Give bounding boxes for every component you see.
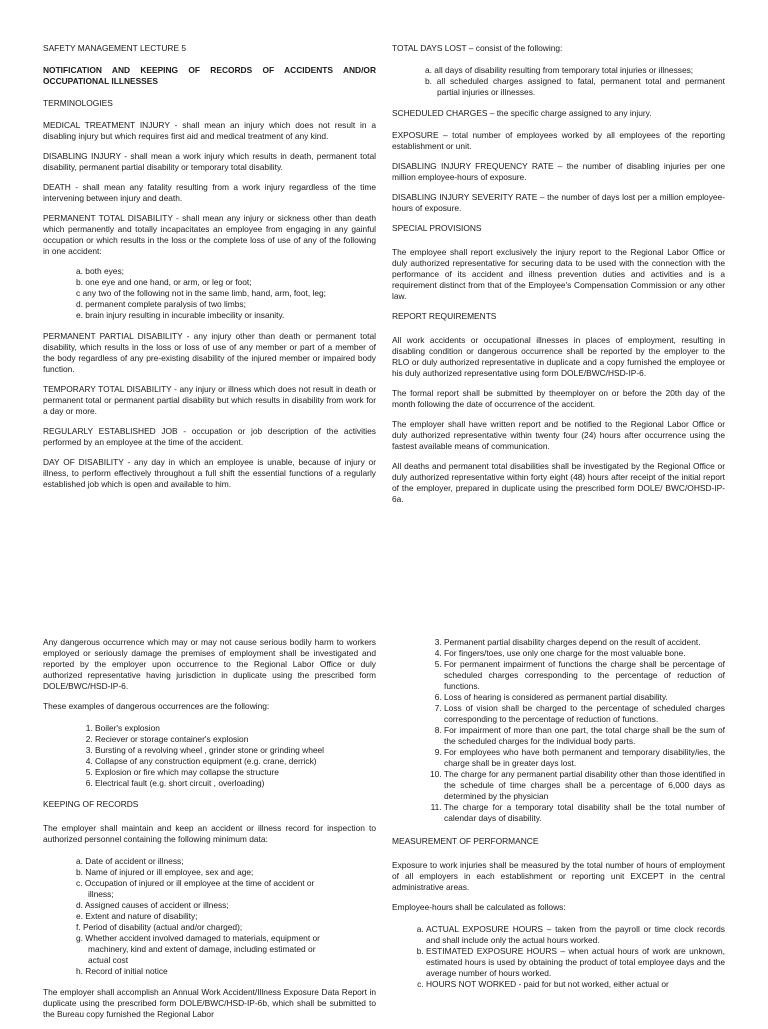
page2-left-column	[43, 637, 376, 1029]
paragraph-report-4: All deaths and permanent total disabilities shall be investigated by the Regional Office or duly authorized representative within forty eight (48) hours after receipt of the initial report of the employer, prepared in duplicate using the prescribed form DOLE/ BWC/OHSD-IP-6a.	[392, 461, 725, 504]
list-item: b. Name of injured or ill employee, sex and age;	[76, 867, 254, 877]
list-item: 7. Loss of vision shall be charged to the percentage of scheduled charges corresponding to the percentage of reduction of functions.	[444, 703, 725, 725]
paragraph-regularly-established-job: REGULARLY ESTABLISHED JOB - occupation or job description of the activities performed by an employee at the time of the accident.	[43, 426, 376, 447]
paragraph-total-days-lost: TOTAL DAYS LOST – consist of the following:	[392, 43, 563, 53]
list-item: 8. For impairment of more than one part, the total charge shall be the sum of the scheduled charges for the individual body parts.	[444, 725, 725, 747]
section-heading: NOTIFICATION AND KEEPING OF RECORDS OF ACCIDENTS AND/OR OCCUPATIONAL ILLNESSES	[43, 65, 376, 86]
page1-right-column	[392, 43, 725, 514]
list-item: g. Whether accident involved damaged to materials, equipment or machinery, kind and extent of damage, including estimated or actual cost	[76, 933, 320, 965]
list-item: e. brain injury resulting in incurable imbecility or insanity.	[76, 310, 285, 320]
list-item: a. ACTUAL EXPOSURE HOURS – taken from the payroll or time clock records and shall include only the actual hours worked.	[426, 924, 725, 946]
list-item: 3. Bursting of a revolving wheel , grinder stone or grinding wheel	[95, 745, 376, 756]
exposure-hours-list	[392, 924, 725, 990]
paragraph-measurement: Exposure to work injuries shall be measured by the total number of hours of employment of all employers in each establishment or reporting unit EXCEPT in the central administrative areas.	[392, 860, 725, 892]
measurement-heading: MEASUREMENT OF PERFORMANCE	[392, 836, 539, 846]
paragraph-severity-rate: DISABLING INJURY SEVERITY RATE – the number of days lost per a million employee-hours of exposure.	[392, 192, 725, 213]
paragraph-day-of-disability: DAY OF DISABILITY - any day in which an employee is unable, because of injury or illness, to perform effectively throughout a full shift the essential functions of a regularly established job which is open and available to him.	[43, 457, 376, 489]
list-item: 2. Reciever or storage container's explosion	[95, 734, 376, 745]
list-item: 10. The charge for any permanent partial disability other than those identified in the schedule of time charges shall be a percentage of 6,000 days as determined by the physician	[444, 769, 725, 802]
paragraph-dangerous-occurrence: Any dangerous occurrence which may or may not cause serious bodily harm to workers employed or seriously damage the premises of employment shall be investigated and reported by the employer upon occurrence to the Regional Labor Office or duly authorized representative having jurisdiction in duplicate using the prescribed form DOLE/BWC/HSD-IP-6.	[43, 637, 376, 691]
paragraph-disabling-injury: DISABLING INJURY - shall mean a work injury which results in death, permanent total disability, permanent partial disability or temporary total disability.	[43, 151, 376, 172]
total-days-lost-list	[392, 65, 725, 98]
paragraph-report-2: The formal report shall be submitted by theemployer on or before the 20th day of the month following the date of occurrence of the accident.	[392, 388, 725, 409]
list-item: h. Record of initial notice	[76, 966, 168, 976]
paragraph-frequency-rate: DISABLING INJURY FREQUENCY RATE – the number of disabling injuries per one million employee-hours of exposure.	[392, 161, 725, 182]
list-item: c. Occupation of injured or ill employee at the time of accident or illness;	[76, 878, 315, 899]
special-provisions-heading: SPECIAL PROVISIONS	[392, 223, 482, 233]
ptd-list	[43, 266, 376, 321]
lecture-title: SAFETY MANAGEMENT LECTURE 5	[43, 43, 187, 53]
list-item: b. ESTIMATED EXPOSURE HOURS – when actual hours of work are unknown, estimated hours is used by obtaining the product of total employee days and the average number of hours worked.	[426, 946, 725, 979]
dangerous-occurrence-list	[43, 723, 376, 789]
paragraph-death: DEATH - shall mean any fatality resulting from a work injury regardless of the time intervening between injury and death.	[43, 182, 376, 203]
list-item: 6. Electrical fault (e.g. short circuit , overloading)	[95, 778, 376, 789]
list-item: b. one eye and one hand, or arm, or leg or foot;	[76, 277, 252, 287]
list-item: a. both eyes;	[76, 266, 124, 276]
list-item: 3. Permanent partial disability charges depend on the result of accident.	[444, 637, 725, 648]
paragraph-temporary-total-disability: TEMPORARY TOTAL DISABILITY - any injury or illness which does not result in death or permanent total or permanent partial disability but which results in disability from work for a day or more.	[43, 384, 376, 416]
list-item: 6. Loss of hearing is considered as permanent partial disability.	[444, 692, 725, 703]
list-item: 1. Boiler's explosion	[95, 723, 376, 734]
paragraph-medical-treatment-injury: MEDICAL TREATMENT INJURY - shall mean an injury which does not result in a disabling injury but which requires first aid and medical treatment of any kind.	[43, 120, 376, 141]
list-item: e. Extent and nature of disability;	[76, 911, 198, 921]
paragraph-report-1: All work accidents or occupational illnesses in places of employment, resulting in disabling condition or dangerous occurrence shall be reported by the employer to the RLO or duly authorized representative in duplicate and a copy furnished the employee or his duly authorized representative using form DOLE/BWC/HSD-IP-6.	[392, 335, 725, 378]
paragraph-permanent-partial-disability: PERMANENT PARTIAL DISABILITY - any injury other than death or permanent total disability, which results in the loss or loss of use of any member or part of a member of the body regardless of any pre-existing disability of the injured member or impaired body function.	[43, 331, 376, 374]
list-item: c any two of the following not in the same limb, hand, arm, foot, leg;	[76, 288, 326, 298]
paragraph-report-3: The employer shall have written report and be notified to the Regional Labor Office or duly authorized representative within twenty four (24) hours after occurrence using the fastest available means of communication.	[392, 419, 725, 451]
paragraph-examples-intro: These examples of dangerous occurrences are the following:	[43, 701, 270, 711]
paragraph-annual-report: The employer shall accomplish an Annual Work Accident/Illness Exposure Data Report in duplicate using the prescribed form DOLE/BWC/HSD-IP-6b, which shall be submitted to the Bureau copy furnished the Regional Labor	[43, 987, 376, 1019]
list-item: f. Period of disability (actual and/or charged);	[76, 922, 243, 932]
list-item: d. Assigned causes of accident or illness;	[76, 900, 229, 910]
list-item: 5. For permanent impairment of functions the charge shall be percentage of scheduled charges corresponding to the percentage of reduction of functions.	[444, 659, 725, 692]
page1-left-column	[43, 43, 376, 499]
list-item: d. permanent complete paralysis of two limbs;	[76, 299, 246, 309]
terminologies-heading: TERMINOLOGIES	[43, 98, 113, 108]
paragraph-employee-hours: Employee-hours shall be calculated as follows:	[392, 902, 566, 912]
list-item: b. all scheduled charges assigned to fatal, permanent total and permanent partial injuries or illnesses.	[425, 76, 725, 97]
list-item: a. all days of disability resulting from temporary total injuries or illnesses;	[425, 65, 694, 75]
list-item: 4. Collapse of any construction equipment (e.g. crane, derrick)	[95, 756, 376, 767]
list-item: c. HOURS NOT WORKED - paid for but not worked, either actual or	[426, 979, 725, 990]
charges-rules-list	[392, 637, 725, 824]
paragraph-special-provisions: The employee shall report exclusively the injury report to the Regional Labor Office or duly authorized representative for securing data to be used with the connection with the performance of its accident and illness prevention duties and activities and is a requirement distinct from that of the Employee's Compensation Commission or any other law.	[392, 247, 725, 301]
page2-right-column	[392, 637, 725, 1000]
list-item: 4. For fingers/toes, use only one charge for the most valuable bone.	[444, 648, 725, 659]
paragraph-scheduled-charges: SCHEDULED CHARGES – the specific charge assigned to any injury.	[392, 108, 652, 118]
list-item: 11. The charge for a temporary total disability shall be the total number of calendar days of disability.	[444, 802, 725, 824]
report-requirements-heading: REPORT REQUIREMENTS	[392, 311, 497, 321]
paragraph-keeping-records: The employer shall maintain and keep an accident or illness record for inspection to authorized personnel containing the following minimum data:	[43, 823, 376, 844]
keeping-records-heading: KEEPING OF RECORDS	[43, 799, 139, 809]
paragraph-exposure: EXPOSURE – total number of employees worked by all employees of the reporting establishment or unit.	[392, 130, 725, 151]
list-item: 5. Explosion or fire which may collapse the structure	[95, 767, 376, 778]
list-item: a. Date of accident or illness;	[76, 856, 184, 866]
minimum-data-list	[43, 856, 376, 977]
list-item: 9. For employees who have both permanent and temporary disability/ies, the charge shall be in greater days lost.	[444, 747, 725, 769]
paragraph-permanent-total-disability: PERMANENT TOTAL DISABILITY - shall mean any injury or sickness other than death which permanently and totally incapacitates an employee from engaging in any gainful occupation or which results in the loss or the complete loss of use of any of the following in one accident:	[43, 213, 376, 256]
